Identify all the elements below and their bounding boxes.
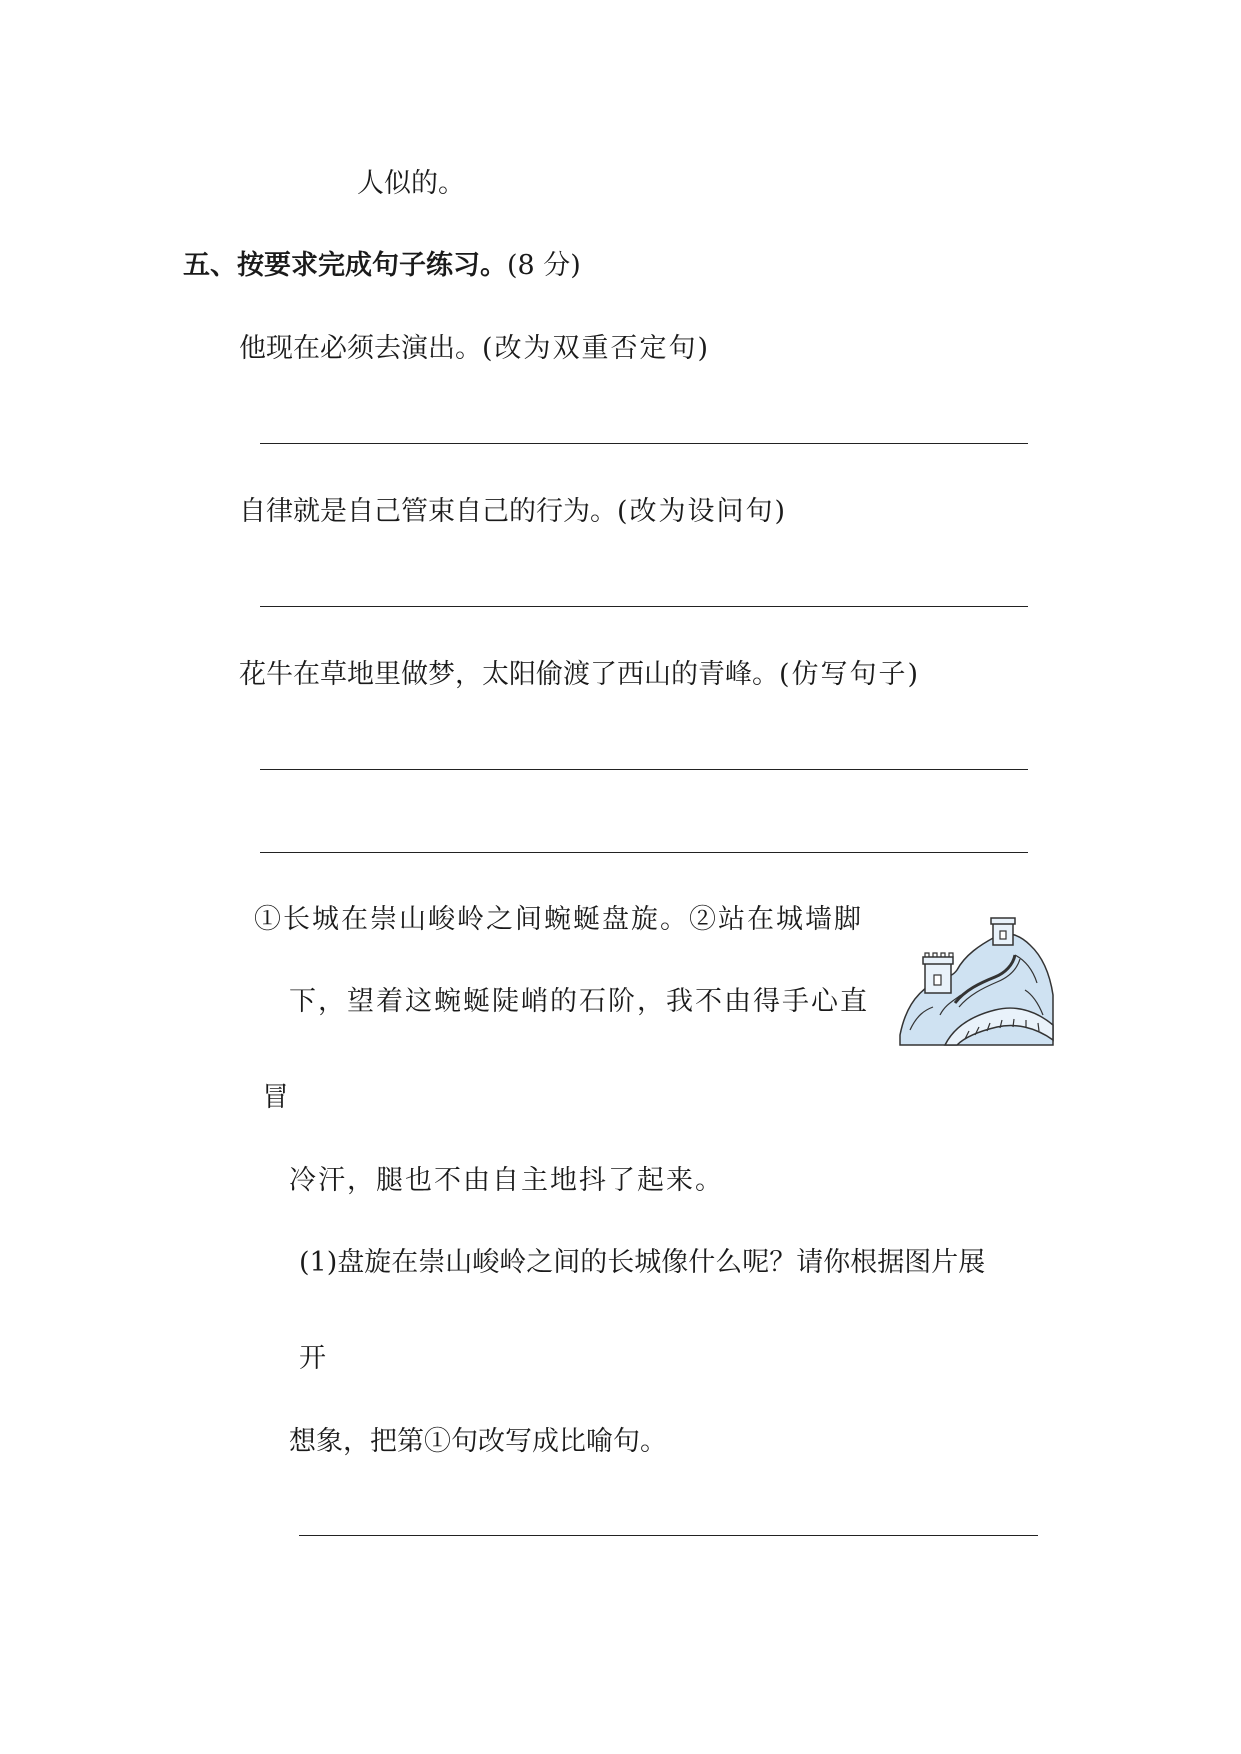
question-3: [239, 658, 920, 692]
answer-line-1[interactable]: [260, 443, 1028, 444]
answer-line-4[interactable]: [299, 1535, 1038, 1536]
passage-line-3: 冒: [262, 1082, 291, 1113]
section-points: (8 分): [507, 250, 581, 281]
question-1-sentence: 他现在必须去演出。: [239, 333, 482, 364]
question-1: [239, 332, 710, 366]
subquestion-1-line-1: (1)盘旋在崇山峻岭之间的长城像什么呢？请你根据图片展: [299, 1247, 986, 1278]
answer-line-3b[interactable]: [260, 852, 1028, 853]
answer-line-3a[interactable]: [260, 769, 1028, 770]
passage-line-2: 下，望着这蜿蜒陡峭的石阶，我不由得手心直: [289, 986, 869, 1017]
question-1-instruction: (改为双重否定句): [482, 333, 711, 364]
subquestion-1-line-3: 想象，把第①句改写成比喻句。: [289, 1426, 667, 1457]
passage-line-1: ①长城在崇山峻岭之间蜿蜒盘旋。②站在城墙脚: [254, 904, 863, 935]
question-2: [239, 495, 787, 529]
question-3-sentence: 花牛在草地里做梦，太阳偷渡了西山的青峰。: [239, 659, 779, 690]
passage-line-4: 冷汗，腿也不由自主地抖了起来。: [289, 1165, 724, 1196]
section-heading-title: 五、按要求完成句子练习。: [183, 250, 507, 281]
continuation-text: 人似的。: [357, 168, 465, 199]
subquestion-1-line-2: 开: [299, 1343, 326, 1374]
section-heading: [183, 249, 581, 283]
answer-line-2[interactable]: [260, 606, 1028, 607]
question-2-sentence: 自律就是自己管束自己的行为。: [239, 496, 617, 527]
great-wall-illustration-icon: [895, 915, 1055, 1050]
question-2-instruction: (改为设问句): [617, 496, 788, 527]
question-3-instruction: (仿写句子): [779, 659, 921, 690]
